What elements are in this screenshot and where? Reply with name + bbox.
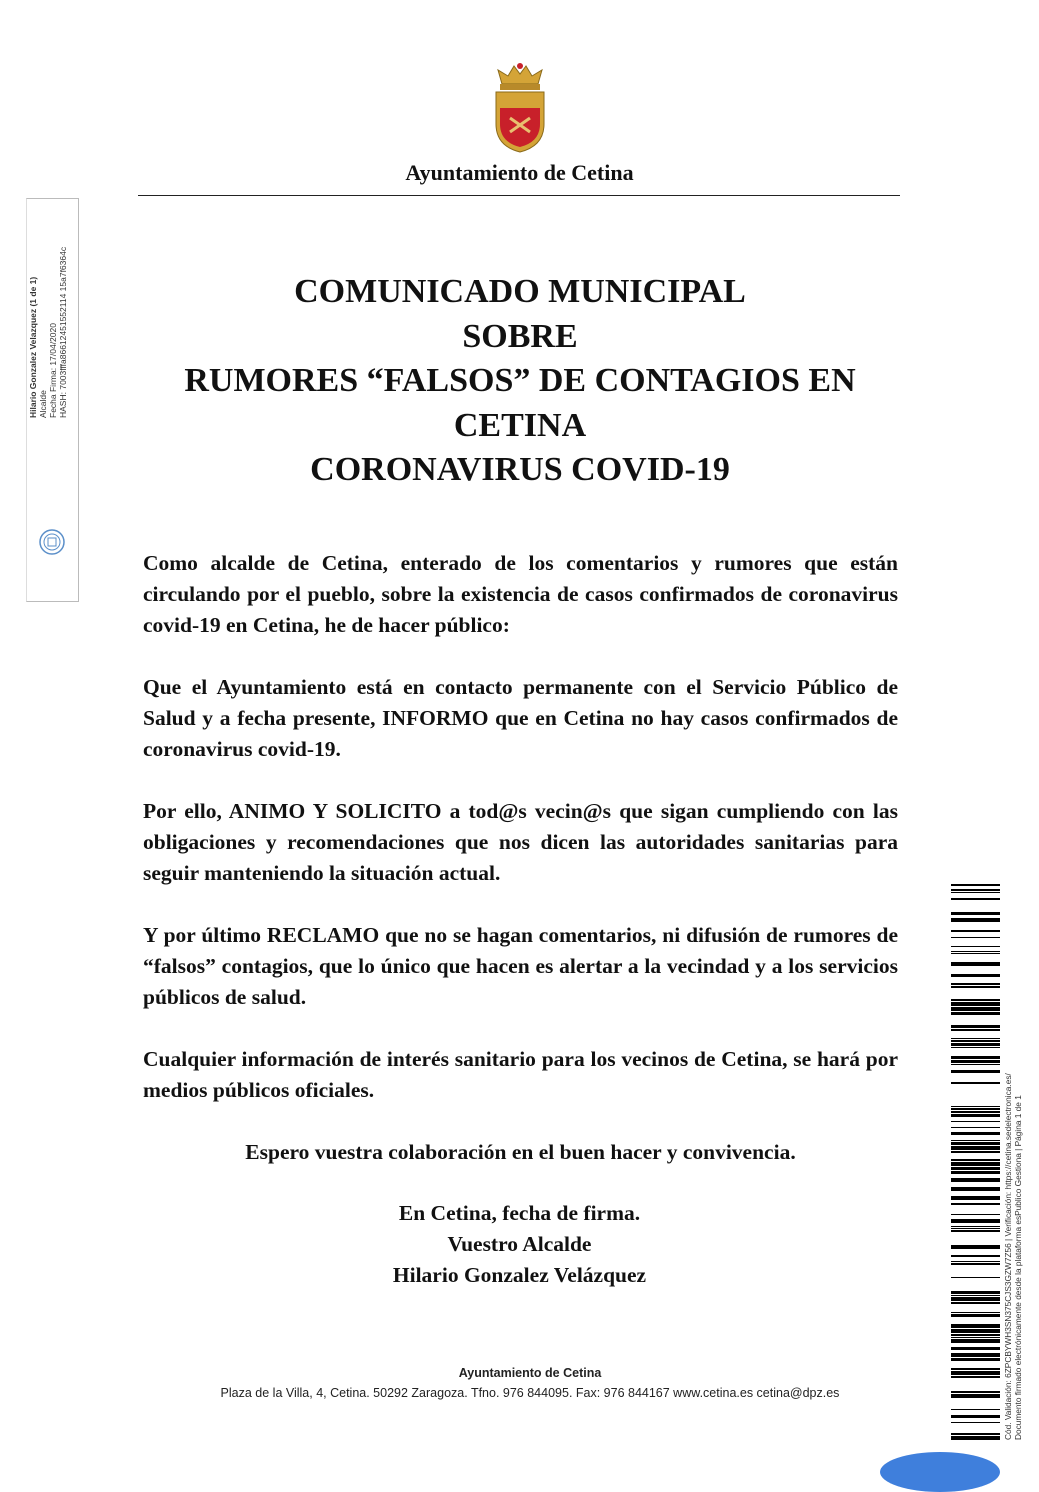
signature-stamp-text	[28, 168, 76, 418]
document-title	[100, 270, 940, 493]
barcode-bar	[951, 1140, 1000, 1141]
stamp-hash: HASH: 7003fffa86612451552114 15a7f6364c	[58, 246, 68, 418]
barcode-bar	[951, 1121, 1000, 1122]
barcode-bar	[951, 986, 1000, 988]
footer	[0, 1366, 1039, 1400]
verification-text	[1003, 970, 1023, 1440]
barcode-bar	[951, 1064, 1000, 1065]
title-line: SOBRE	[462, 317, 578, 355]
barcode-bar	[951, 912, 1000, 915]
barcode-bar	[951, 1106, 1000, 1107]
barcode-bar	[951, 1162, 1000, 1166]
barcode-bar	[951, 1245, 1000, 1249]
barcode-bar	[951, 1040, 1000, 1042]
barcode-bar	[951, 951, 1000, 952]
barcode-bar	[951, 1255, 1000, 1257]
barcode-bar	[951, 1277, 1000, 1278]
header-divider	[138, 195, 900, 196]
title-line: COMUNICADO MUNICIPAL	[294, 273, 746, 310]
barcode-bar	[951, 1329, 1000, 1333]
barcode-bar	[951, 892, 1000, 893]
verification-line: Documento firmado electrónicamente desde la plataforma esPublico Gestiona | Página 1 de 1	[1013, 1095, 1023, 1440]
barcode-bar	[951, 898, 1000, 900]
paragraph: Por ello, ANIMO Y SOLICITO a tod@s vecin@s que sigan cumpliendo con las obligaciones y recomendaciones que nos dicen las autoridades sanitarias para seguir manteniendo la situación actual.	[143, 799, 898, 885]
barcode-bar	[951, 1347, 1000, 1350]
barcode-bar	[951, 1228, 1000, 1229]
paragraph: Como alcalde de Cetina, enterado de los comentarios y rumores que están circulando por el pueblo, sobre la existencia de casos confirmados de coronavirus covid-19 en Cetina, he de hacer público:	[143, 551, 898, 637]
barcode-bar	[951, 1007, 1000, 1011]
organization-name: Ayuntamiento de Cetina	[405, 160, 634, 185]
barcode-bar	[951, 1291, 1000, 1294]
barcode-bar	[951, 1261, 1000, 1262]
barcode-bar	[951, 953, 1000, 954]
barcode-bar	[951, 1394, 1000, 1398]
barcode-bar	[951, 884, 1000, 886]
barcode-bar	[951, 1263, 1000, 1265]
barcode-bar	[951, 1142, 1000, 1145]
barcode-bar	[951, 1108, 1000, 1110]
barcode-bar	[951, 1368, 1000, 1370]
footer-title: Ayuntamiento de Cetina	[458, 1366, 602, 1380]
barcode-bar	[951, 1047, 1000, 1048]
barcode-bar	[951, 1025, 1000, 1028]
barcode-bar	[951, 962, 1000, 966]
barcode-bar	[951, 1060, 1000, 1063]
barcode-bar	[951, 1353, 1000, 1357]
barcode-bar	[951, 1358, 1000, 1361]
barcode-bar	[951, 1043, 1000, 1046]
seal-icon	[39, 529, 65, 555]
barcode-bar	[951, 1146, 1000, 1150]
signature-name: Hilario Gonzalez Velázquez	[392, 1263, 647, 1287]
barcode-bar	[951, 1114, 1000, 1117]
barcode-bar	[951, 1002, 1000, 1006]
stamp-signer: Hilario Gonzalez Velazquez (1 de 1)	[28, 276, 38, 418]
barcode-bar	[951, 1203, 1000, 1205]
barcode-bar	[951, 1056, 1000, 1059]
barcode-bar	[951, 974, 1000, 977]
barcode-bar	[951, 1433, 1000, 1435]
barcode-bar	[951, 1012, 1000, 1015]
barcode-bar	[951, 1111, 1000, 1113]
title-line: CETINA	[453, 406, 587, 444]
barcode-bar	[951, 1337, 1000, 1338]
stamp-role: Alcalde	[38, 390, 48, 418]
barcode-bar	[951, 1082, 1000, 1084]
barcode-bar	[951, 1230, 1000, 1232]
barcode-bar	[951, 999, 1000, 1001]
barcode-bar	[951, 1422, 1000, 1423]
barcode-bar	[951, 1151, 1000, 1153]
verification-line: Cód. Validación: 6ZPCBYWH3SN375CJS3GZW7Z56 | Verificación: https://cetina.sedelectronica.es/	[1003, 1073, 1013, 1440]
barcode-bar	[951, 918, 1000, 922]
barcode-bar	[951, 1295, 1000, 1296]
coat-of-arms-icon	[490, 62, 550, 154]
barcode-bar	[951, 1070, 1000, 1073]
barcode-bar	[951, 1436, 1000, 1440]
signature-block	[0, 1198, 1039, 1291]
barcode-bar	[951, 1196, 1000, 1200]
barcode-bar	[951, 1409, 1000, 1410]
barcode-bar	[951, 1324, 1000, 1328]
closing-line: Espero vuestra colaboración en el buen hacer y convivencia.	[245, 1140, 796, 1164]
signature-role: Vuestro Alcalde	[447, 1232, 592, 1256]
barcode-bar	[951, 1314, 1000, 1317]
paragraph: Cualquier información de interés sanitario para los vecinos de Cetina, se hará por medios públicos oficiales.	[143, 1047, 898, 1102]
barcode-bar	[951, 946, 1000, 947]
barcode-bar	[951, 1029, 1000, 1031]
barcode-bar	[951, 1391, 1000, 1393]
barcode-bar	[951, 889, 1000, 891]
barcode-bar	[951, 937, 1000, 938]
signature-place-date: En Cetina, fecha de firma.	[398, 1201, 641, 1225]
barcode-bar	[951, 1159, 1000, 1161]
barcode-bar	[951, 1302, 1000, 1304]
barcode-bar	[951, 983, 1000, 985]
barcode-bar	[951, 1187, 1000, 1191]
barcode-bar	[951, 1334, 1000, 1336]
corner-decoration	[880, 1452, 1000, 1492]
barcode-bar	[951, 1376, 1000, 1378]
paragraph: Y por último RECLAMO que no se hagan comentarios, ni difusión de rumores de “falsos” contagios, que lo único que hacen es alertar a la vecindad y a los servicios públicos de salud.	[143, 923, 898, 1009]
barcode-bar	[951, 1038, 1000, 1039]
barcode-bar	[951, 1178, 1000, 1182]
barcode-bar	[951, 1339, 1000, 1343]
footer-address: Plaza de la Villa, 4, Cetina. 50292 Zaragoza. Tfno. 976 844095. Fax: 976 844167 www.cetina.es cetina@dpz.es	[220, 1386, 840, 1400]
barcode	[951, 884, 1000, 1440]
signature-stamp	[26, 198, 79, 602]
barcode-bar	[951, 1214, 1000, 1215]
barcode-bar	[951, 1415, 1000, 1418]
barcode-bar	[951, 1132, 1000, 1135]
document-body	[143, 548, 898, 1199]
stamp-date: Fecha Firma: 17/04/2020	[48, 323, 58, 418]
barcode-bar	[951, 1167, 1000, 1170]
barcode-bar	[951, 1371, 1000, 1375]
barcode-bar	[951, 1312, 1000, 1313]
barcode-bar	[951, 1297, 1000, 1301]
barcode-bar	[951, 1226, 1000, 1227]
title-line: CORONAVIRUS COVID-19	[310, 451, 730, 488]
barcode-bar	[951, 930, 1000, 932]
title-line: RUMORES “FALSOS” DE CONTAGIOS EN	[184, 362, 856, 399]
barcode-bar	[951, 1127, 1000, 1128]
paragraph: Que el Ayuntamiento está en contacto permanente con el Servicio Público de Salud y a fecha presente, INFORMO que en Cetina no hay casos confirmados de coronavirus covid-19.	[143, 675, 898, 761]
barcode-bar	[951, 1171, 1000, 1174]
barcode-bar	[951, 1219, 1000, 1223]
